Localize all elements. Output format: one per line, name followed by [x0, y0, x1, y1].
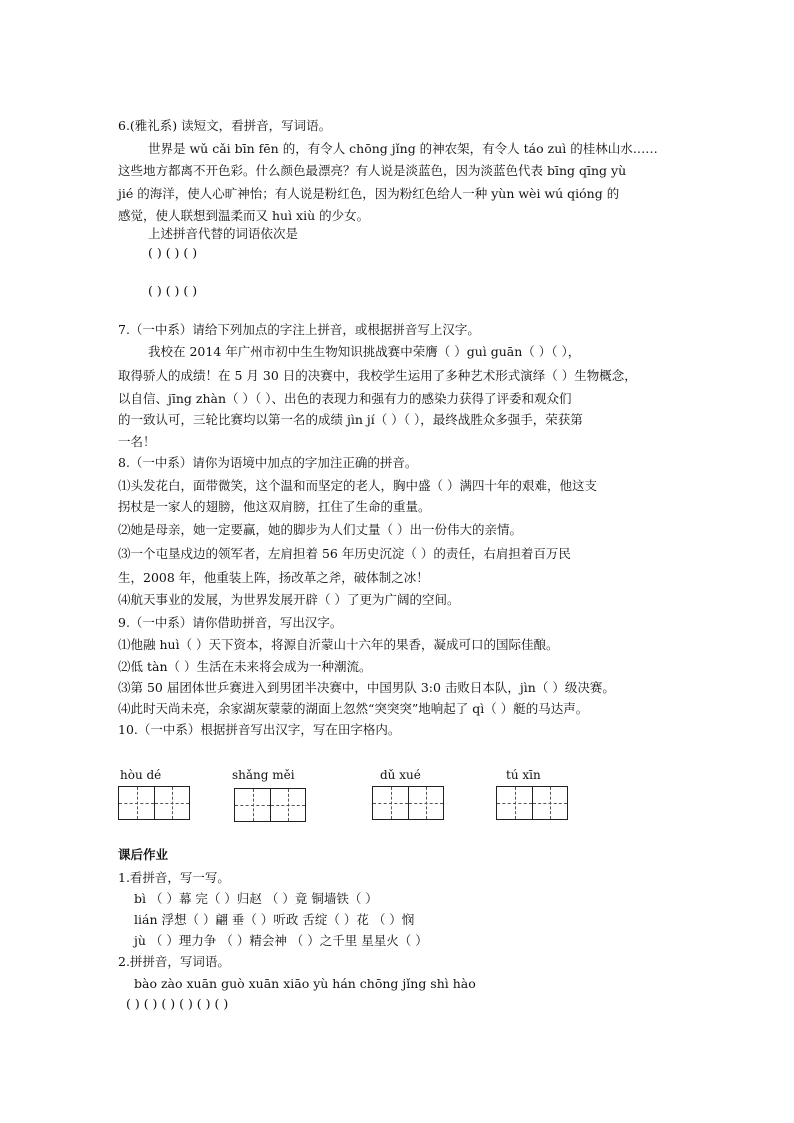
q8-item-3b: 生，2008 年，他重装上阵，扬改革之斧，破体制之冰！: [118, 570, 429, 585]
tianzige-grid-3[interactable]: [372, 786, 444, 820]
q6-title: 6.(雅礼系) 读短文，看拼音，写词语。: [118, 118, 332, 133]
tianzige-grid-4[interactable]: [496, 786, 568, 820]
tianzige-cell[interactable]: [118, 786, 154, 820]
q6-answer-blanks-1[interactable]: ( ) ( ) ( ): [148, 245, 198, 260]
q6-text-line-1: 世界是 wǔ cǎi bīn fēn 的，有令人 chōng jǐng 的神农架，有令人 táo zuì 的桂林山水……: [148, 141, 658, 156]
q7-text-line-1: 我校在 2014 年广州市初中生生物知识挑战赛中荣膺（ ）guì guān（ ）（ ），: [148, 344, 581, 359]
q9-item-4: ⑷此时天尚未亮，余家湖灰蒙蒙的湖面上忽然“突突突”地响起了 qì（ ）艇的马达声。: [118, 701, 589, 716]
tianzige-cell[interactable]: [372, 786, 408, 820]
q8-item-2: ⑵她是母亲，她一定要赢，她的脚步为人们丈量（ ）出一份伟大的亲情。: [118, 522, 522, 537]
tianzige-cell[interactable]: [234, 788, 270, 822]
hw2-title: 2.拼拼音，写词语。: [118, 954, 230, 969]
hw2-pinyin-row: bào zào xuān guò xuān xiāo yù hán chōng jǐng shì hào: [134, 976, 476, 991]
q7-title: 7.（一中系）请给下列加点的字注上拼音，或根据拼音写上汉字。: [118, 322, 480, 337]
hw2-answer-blanks[interactable]: ( ) ( ) ( ) ( ) ( ) ( ): [126, 996, 229, 1011]
q9-item-3: ⑶第 50 届团体世乒赛进入到男团半决赛中，中国男队 3:0 击败日本队，jìn（ ）级决赛。: [118, 680, 615, 695]
q10-title: 10.（一中系）根据拼音写出汉字，写在田字格内。: [118, 722, 401, 737]
grid-pinyin-1: hòu dé: [120, 768, 162, 782]
tianzige-cell[interactable]: [408, 786, 444, 820]
q8-title: 8.（一中系）请你为语境中加点的字加注正确的拼音。: [118, 455, 418, 470]
q9-item-1: ⑴他融 huì（ ）天下资本，将源自沂蒙山十六年的果香，凝成可口的国际佳酿。: [118, 637, 559, 652]
homework-heading: 课后作业: [118, 847, 169, 862]
tianzige-cell[interactable]: [496, 786, 532, 820]
q9-title: 9.（一中系）请你借助拼音，写出汉字。: [118, 615, 343, 630]
hw1-row-1: bì （ ）幕 完（ ）归赵 （ ）竟 铜墙铁（ ）: [134, 891, 378, 906]
q6-text-line-2: 这些地方都离不开色彩。什么颜色最漂亮？有人说是淡蓝色，因为淡蓝色代表 bīng qīng yù: [118, 163, 627, 178]
q8-item-1b: 拐杖是一家人的翅膀，他这双肩膀，扛住了生命的重量。: [118, 499, 431, 514]
q7-text-line-2: 取得骄人的成绩！在 5 月 30 日的决赛中，我校学生运用了多种艺术形式演绎（ ）生物概念，: [118, 368, 637, 383]
q7-text-line-3: 以自信、jīng zhàn（ ）（ ）、出色的表现力和强有力的感染力获得了评委和观众们: [118, 391, 572, 406]
q6-text-line-4: 感觉，使人联想到温柔而又 huì xiù 的少女。: [118, 208, 370, 223]
tianzige-grid-1[interactable]: [118, 786, 190, 820]
q6-instruction: 上述拼音代替的词语依次是: [148, 226, 299, 241]
grid-pinyin-4: tú xīn: [506, 768, 541, 782]
q7-text-line-5: 一名！: [118, 434, 156, 449]
grid-pinyin-2: shǎng měi: [232, 768, 295, 782]
q7-text-line-4: 的一致认可，三轮比赛均以第一名的成绩 jìn jí（ ）（ ），最终战胜众多强手，荣获第: [118, 412, 583, 427]
tianzige-cell[interactable]: [270, 788, 306, 822]
grid-pinyin-3: dǔ xué: [380, 768, 421, 782]
q9-item-2: ⑵低 tàn（ ）生活在未来将会成为一种潮流。: [118, 659, 372, 674]
q6-answer-blanks-2[interactable]: ( ) ( ) ( ): [148, 283, 198, 298]
hw1-row-2: lián 浮想（ ）翩 垂（ ）听政 舌绽（ ）花 （ ）悯: [134, 912, 415, 927]
tianzige-cell[interactable]: [154, 786, 190, 820]
q6-text-line-3: jié 的海洋，使人心旷神怡；有人说是粉红色，因为粉红色给人一种 yùn wèi wú qióng 的: [118, 186, 620, 201]
hw1-title: 1.看拼音，写一写。: [118, 870, 230, 885]
q8-item-1a: ⑴头发花白，面带微笑，这个温和而坚定的老人，胸中盛（ ）满四十年的艰难，他这支: [118, 478, 597, 493]
q8-item-4: ⑷航天事业的发展，为世界发展开辟（ ）了更为广阔的空间。: [118, 592, 460, 607]
tianzige-cell[interactable]: [532, 786, 568, 820]
tianzige-grid-2[interactable]: [234, 788, 306, 822]
hw1-row-3: jù （ ）理力争 （ ）精会神 （ ）之千里 星星火（ ）: [134, 933, 428, 948]
q8-item-3a: ⑶一个屯垦戍边的领军者，左肩担着 56 年历史沉淀（ ）的责任，右肩担着百万民: [118, 546, 571, 561]
